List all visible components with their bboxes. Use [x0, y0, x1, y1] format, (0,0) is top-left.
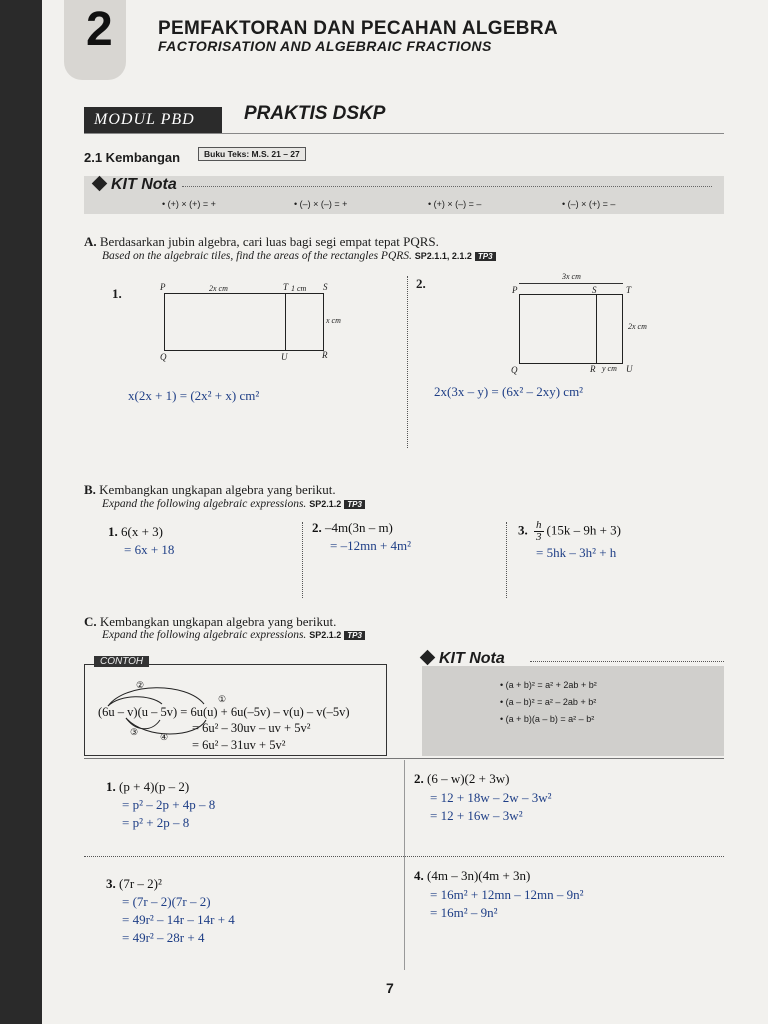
vertex-t: T — [283, 282, 289, 292]
identity-rule: • (a + b)² = a² + 2ab + b² — [500, 680, 597, 690]
header-divider — [84, 133, 724, 134]
answer-a2: 2x(3x – y) = (6x² – 2xy) cm² — [434, 384, 584, 399]
rectangle-pqrs — [519, 294, 623, 364]
column-divider — [407, 276, 408, 448]
vertex-r: R — [322, 350, 328, 360]
diamond-icon — [92, 176, 108, 192]
kit-nota-label: KIT Nota — [94, 176, 177, 194]
dimension-label: 2x cm — [628, 322, 647, 331]
question-c1: 1. (p + 4)(p – 2) — [106, 779, 190, 794]
row-divider — [84, 758, 724, 759]
dotted-rule — [530, 661, 724, 662]
praktis-heading: PRAKTIS DSKP — [244, 103, 386, 124]
question-c4: 4. (4m – 3n)(4m + 3n) — [414, 868, 531, 883]
column-divider — [404, 760, 405, 970]
section-title: 2.1 Kembangan — [84, 150, 181, 165]
tile-divider — [285, 293, 286, 351]
answer-a1: x(2x + 1) = (2x² + x) cm² — [128, 388, 260, 403]
tile-divider — [596, 294, 597, 364]
vertex-t: T — [626, 285, 632, 295]
answer-c4-step: = 16m² + 12mn – 12mn – 9n² — [430, 887, 584, 902]
question-c3: 3. (7r – 2)² — [106, 876, 162, 891]
question-b2: 2. –4m(3n – m) — [312, 520, 393, 535]
dotted-rule — [182, 186, 712, 187]
identity-rule: • (a – b)² = a² – 2ab + b² — [500, 697, 597, 707]
answer-c1-step: = p² – 2p + 4p – 8 — [122, 797, 216, 812]
column-divider — [506, 522, 507, 598]
sign-rule: • (–) × (+) = – — [562, 199, 616, 209]
vertex-s: S — [323, 282, 328, 292]
question-b-text-en: Expand the following algebraic expressions. SP2.1.2 TP3 — [102, 498, 365, 510]
item-number: 1. — [112, 286, 122, 301]
vertex-r: R — [590, 364, 596, 374]
answer-c3-final: = 49r² – 28r + 4 — [122, 930, 205, 945]
question-c-text: C. Kembangkan ungkapan algebra yang berikut. — [84, 614, 337, 629]
question-a-text-en: Based on the algebraic tiles, find the areas of the rectangles PQRS. SP2.1.1, 2.1.2 TP3 — [102, 250, 496, 262]
module-label: MODUL PBD — [84, 107, 222, 133]
dimension-arrow — [519, 283, 623, 284]
example-line-3: = 6u² – 31uv + 5v² — [192, 738, 286, 752]
book-reference: Buku Teks: M.S. 21 – 27 — [198, 147, 306, 161]
vertex-q: Q — [511, 365, 518, 375]
page-number: 7 — [386, 980, 394, 996]
answer-c2-step: = 12 + 18w – 2w – 3w² — [430, 790, 552, 805]
answer-c4-final: = 16m² – 9n² — [430, 905, 498, 920]
chapter-title-ms: PEMFAKTORAN DAN PECAHAN ALGEBRA — [158, 18, 558, 39]
step-marker: ④ — [160, 732, 169, 742]
sign-rule: • (+) × (+) = + — [162, 199, 216, 209]
sign-rule: • (–) × (–) = + — [294, 199, 348, 209]
rectangle-pqrs — [164, 293, 324, 351]
vertex-u: U — [281, 352, 288, 362]
question-c-text-en: Expand the following algebraic expressions. SP2.1.2 TP3 — [102, 629, 365, 641]
question-c2: 2. (6 – w)(2 + 3w) — [414, 771, 510, 786]
answer-c2-final: = 12 + 16w – 3w² — [430, 808, 523, 823]
dimension-label: 2x cm — [209, 284, 228, 293]
example-label: CONTOH — [94, 656, 149, 667]
answer-c3-step-1: = (7r – 2)(7r – 2) — [122, 894, 211, 909]
row-divider — [84, 856, 724, 857]
dimension-label: 3x cm — [562, 272, 581, 281]
question-b3: 3. $\frac{h}{3}$ (15k – 9h + 3) — [518, 519, 621, 543]
diamond-icon — [420, 650, 436, 666]
chapter-number: 2 — [86, 3, 113, 56]
answer-b3: = 5hk – 3h² + h — [536, 545, 617, 560]
answer-b1: = 6x + 18 — [124, 542, 175, 557]
textbook-page — [42, 0, 768, 1024]
dimension-label: y cm — [602, 364, 617, 373]
dimension-label: 1 cm — [291, 284, 307, 293]
step-marker: ② — [136, 680, 145, 690]
step-marker: ① — [218, 694, 227, 704]
question-a-text: A. Berdasarkan jubin algebra, cari luas bagi segi empat tepat PQRS. — [84, 234, 439, 249]
answer-b2: = –12mn + 4m² — [330, 538, 412, 553]
item-number: 2. — [416, 276, 426, 291]
example-line-1: (6u – v)(u – 5v) = 6u(u) + 6u(–5v) – v(u) – v(–5v) — [98, 705, 350, 719]
kit-nota-label-2: KIT Nota — [422, 650, 505, 668]
step-marker: ③ — [130, 727, 139, 737]
chapter-title-en: FACTORISATION AND ALGEBRAIC FRACTIONS — [158, 38, 492, 54]
question-b-text: B. Kembangkan ungkapan algebra yang berikut. — [84, 482, 336, 497]
column-divider — [302, 522, 303, 598]
vertex-s: S — [592, 285, 597, 295]
answer-c3-step-2: = 49r² – 14r – 14r + 4 — [122, 912, 235, 927]
vertex-p: P — [512, 285, 518, 295]
vertex-q: Q — [160, 352, 167, 362]
vertex-p: P — [160, 282, 166, 292]
question-b1: 1. 6(x + 3) — [108, 524, 163, 539]
answer-c1-final: = p² + 2p – 8 — [122, 815, 190, 830]
identity-rule: • (a + b)(a – b) = a² – b² — [500, 714, 595, 724]
dimension-label: x cm — [326, 316, 341, 325]
example-line-2: = 6u² – 30uv – uv + 5v² — [192, 721, 311, 735]
vertex-u: U — [626, 364, 633, 374]
sign-rule: • (+) × (–) = – — [428, 199, 482, 209]
